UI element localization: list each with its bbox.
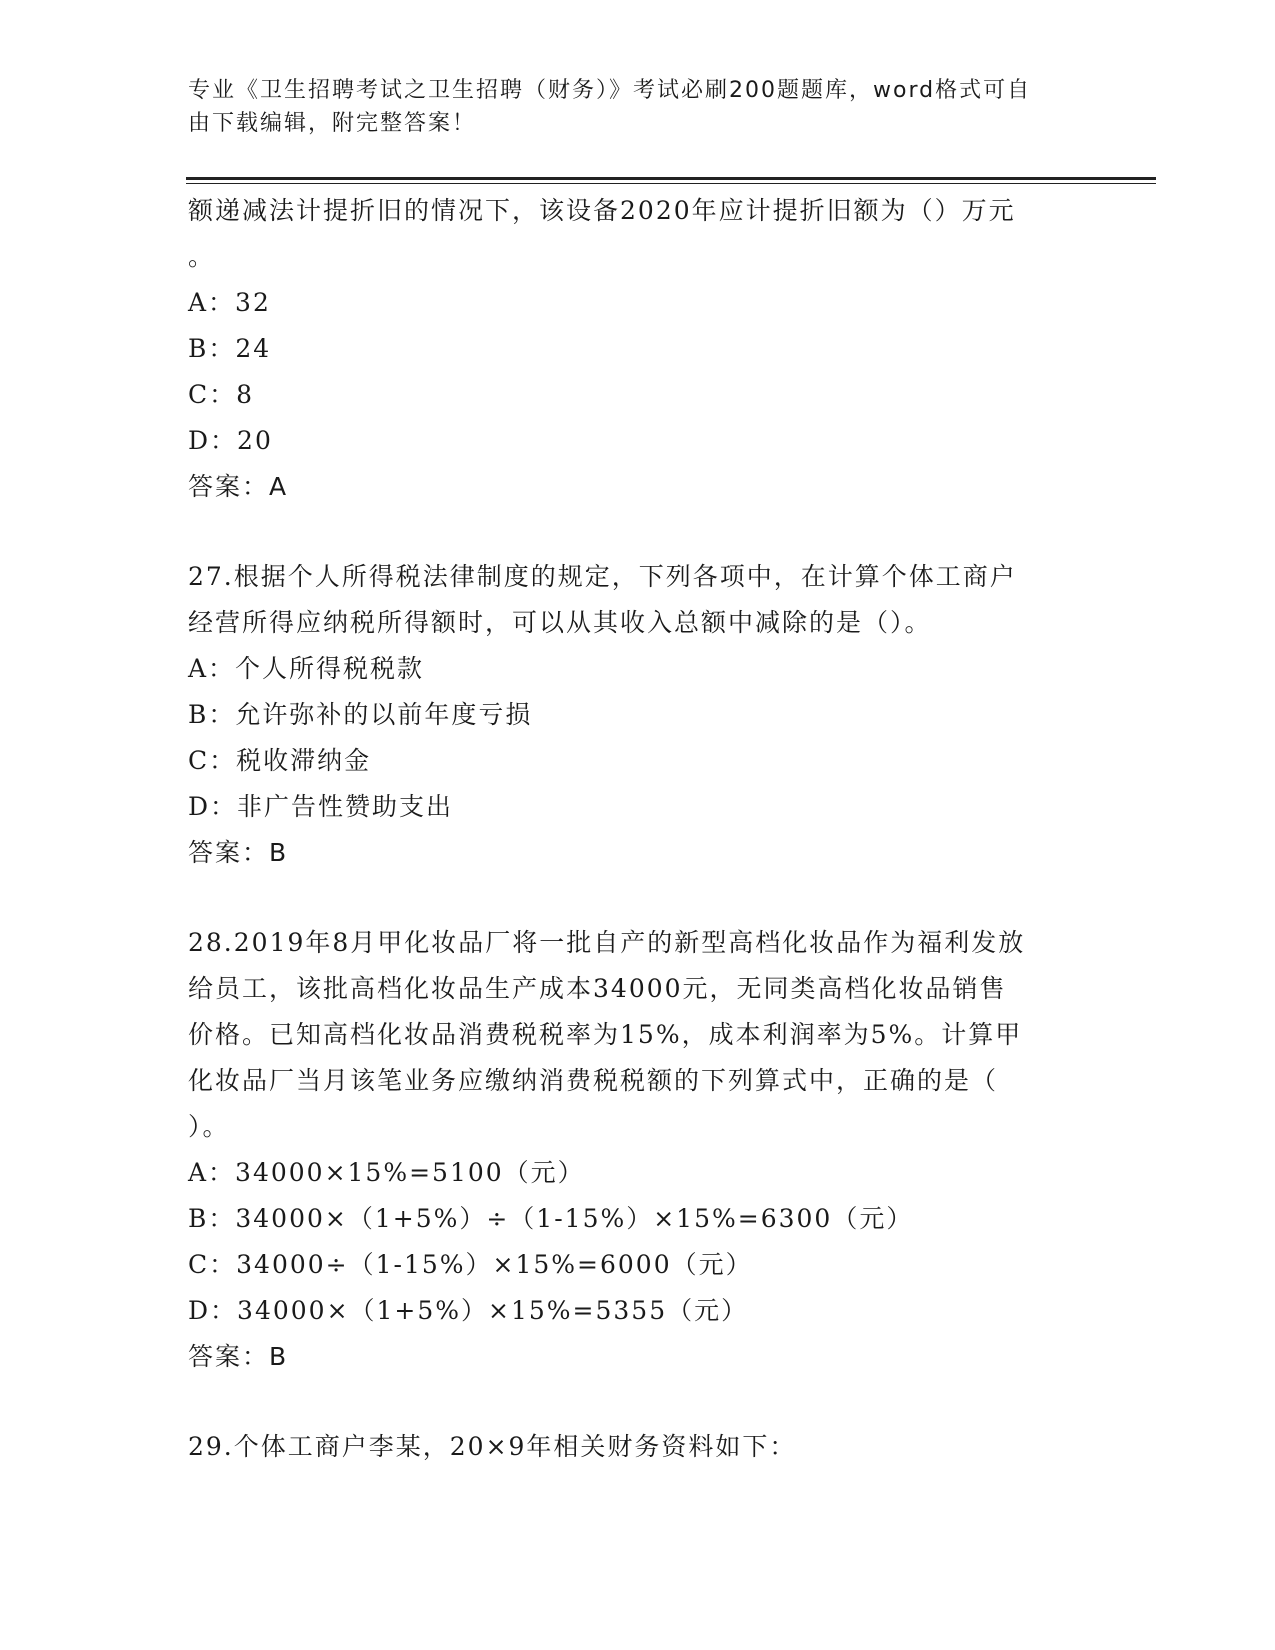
header-divider-thin — [186, 183, 1156, 184]
header-line-1: 专业《卫生招聘考试之卫生招聘（财务）》考试必刷200题题库，word格式可自 — [188, 78, 1032, 103]
question-26 — [188, 188, 1088, 510]
header-line-2: 由下载编辑，附完整答案！ — [188, 111, 477, 136]
question-29 — [188, 1424, 1088, 1470]
option-d: D：非广告性赞助支出 — [188, 792, 454, 821]
spacer — [188, 510, 1088, 554]
header-divider-thick — [186, 177, 1156, 180]
answer: 答案：A — [188, 472, 289, 501]
question-28 — [188, 920, 1088, 1380]
document-header — [188, 74, 1068, 140]
document-body — [188, 188, 1088, 1470]
question-text-line: ）。 — [188, 1112, 230, 1141]
question-text-line: 。 — [188, 242, 216, 271]
option-c: C：8 — [188, 380, 255, 409]
option-a: A：个人所得税税款 — [188, 654, 425, 683]
question-text-line: 给员工，该批高档化妆品生产成本34000元，无同类高档化妆品销售 — [188, 974, 1007, 1003]
answer: 答案：B — [188, 838, 289, 867]
question-text-line: 29.个体工商户李某，20×9年相关财务资料如下： — [188, 1432, 797, 1461]
option-c: C：税收滞纳金 — [188, 746, 372, 775]
option-a: A：34000×15%=5100（元） — [188, 1158, 585, 1187]
spacer — [188, 876, 1088, 920]
question-text-line: 28.2019年8月甲化妆品厂将一批自产的新型高档化妆品作为福利发放 — [188, 928, 1026, 957]
spacer — [188, 1380, 1088, 1424]
question-27 — [188, 554, 1088, 876]
option-b: B：允许弥补的以前年度亏损 — [188, 700, 533, 729]
option-d: D：34000×（1+5%）×15%=5355（元） — [188, 1296, 749, 1325]
question-text-line: 经营所得应纳税所得额时，可以从其收入总额中减除的是（）。 — [188, 608, 932, 637]
option-b: B：34000×（1+5%）÷（1-15%）×15%=6300（元） — [188, 1204, 914, 1233]
question-text-line: 额递减法计提折旧的情况下，该设备2020年应计提折旧额为（）万元 — [188, 196, 1016, 225]
answer: 答案：B — [188, 1342, 289, 1371]
option-c: C：34000÷（1-15%）×15%=6000（元） — [188, 1250, 753, 1279]
question-text-line: 27.根据个人所得税法律制度的规定，下列各项中，在计算个体工商户 — [188, 562, 1017, 591]
option-d: D：20 — [188, 426, 273, 455]
option-b: B：24 — [188, 334, 272, 363]
question-text-line: 化妆品厂当月该笔业务应缴纳消费税税额的下列算式中，正确的是（ — [188, 1066, 999, 1095]
option-a: A：32 — [188, 288, 271, 317]
question-text-line: 价格。已知高档化妆品消费税税率为15%，成本利润率为5%。计算甲 — [188, 1020, 1023, 1049]
